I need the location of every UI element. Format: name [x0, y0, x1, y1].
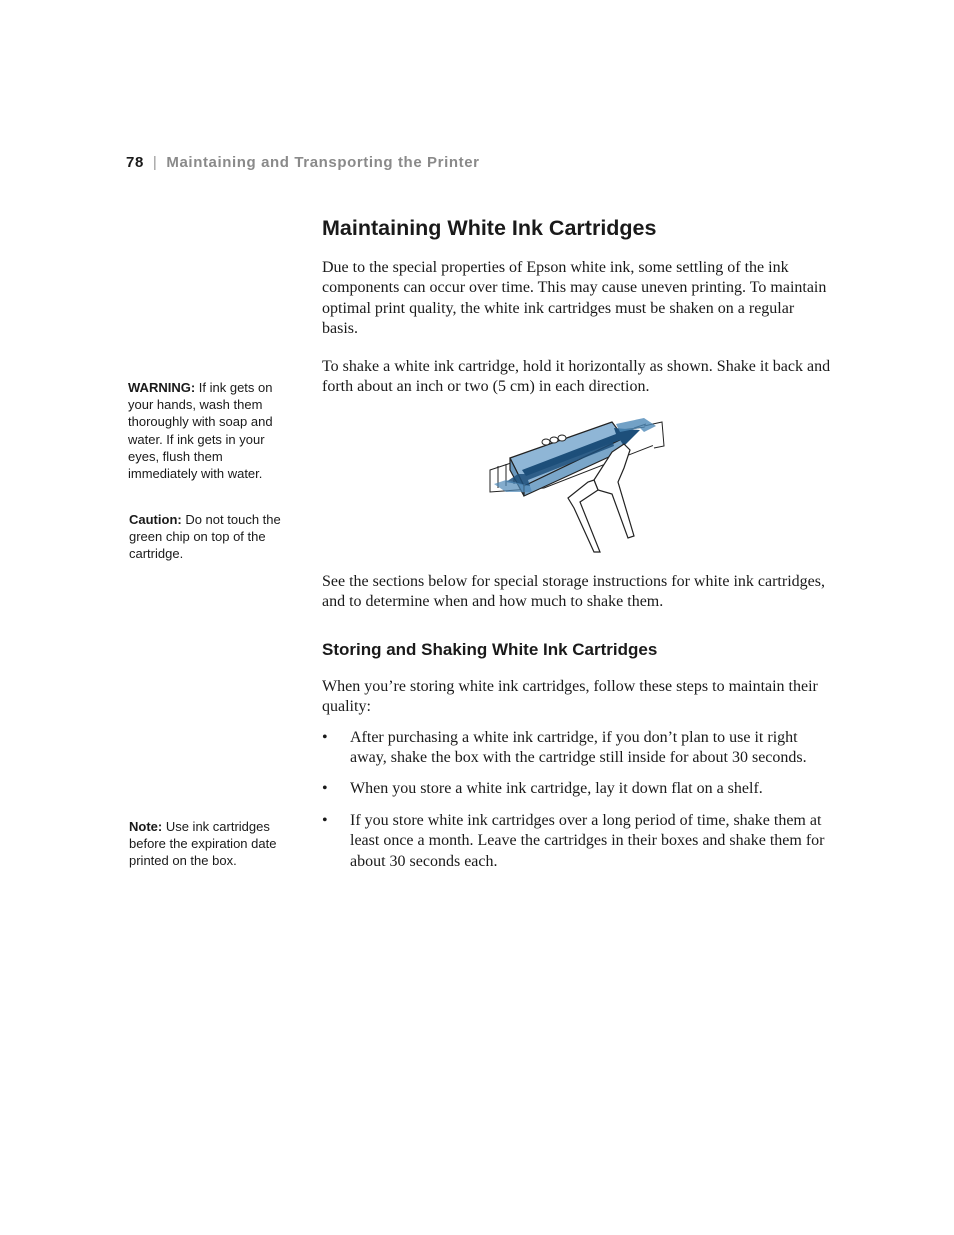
shake-instruction-block — [322, 357, 832, 398]
note-text: Use ink cartridges before the expiration date printed on the box. — [129, 819, 277, 869]
caution-label: Caution: — [129, 512, 182, 527]
header-separator: | — [152, 154, 158, 171]
section-title: Maintaining White Ink Cartridges — [322, 216, 657, 240]
subsection-title: Storing and Shaking White Ink Cartridges — [322, 640, 658, 659]
warning-label: WARNING: — [128, 380, 196, 395]
intro-paragraph: Due to the special properties of Epson white ink, some settling of the ink components can occur over time. This may cause uneven printing. To maintain optimal print quality, the white ink cartridges must be shaken on a regular basis. — [322, 259, 827, 338]
list-item-text: When you store a white ink cartridge, lay it down flat on a shelf. — [350, 780, 763, 797]
storage-pointer-paragraph: See the sections below for special storage instructions for white ink cartridges, and to determine when and how much to shake them. — [322, 573, 825, 611]
caution-text: Do not touch the green chip on top of the cartridge. — [129, 512, 281, 562]
shake-instruction-paragraph: To shake a white ink cartridge, hold it horizontally as shown. Shake it back and forth about an inch or two (5 cm) in each direction. — [322, 358, 831, 396]
warning-text: If ink gets on your hands, wash them thoroughly with soap and water. If ink gets in your eyes, flush them immediately with water. — [128, 380, 273, 482]
intro-paragraph-block — [322, 258, 832, 340]
subsection-intro-paragraph: When you’re storing white ink cartridges, follow these steps to maintain their quality: — [322, 678, 818, 716]
running-header — [126, 154, 480, 171]
cartridge-figure-svg — [484, 412, 670, 554]
caution-note — [129, 511, 294, 563]
expiration-note — [129, 818, 294, 870]
hand-shaking-cartridge-illustration — [484, 412, 670, 554]
chapter-title: Maintaining and Transporting the Printer — [166, 154, 480, 171]
warning-note — [128, 379, 293, 482]
bullet-icon: • — [322, 812, 328, 829]
list-item-text: If you store white ink cartridges over a long period of time, shake them at least once a month. Leave the cartridges in their boxes and shake them for about 30 seconds each. — [350, 812, 825, 870]
note-label: Note: — [129, 819, 163, 834]
list-item-text: After purchasing a white ink cartridge, if you don’t plan to use it right away, shake the box with the cartridge still inside for about 30 seconds. — [350, 729, 807, 767]
bullet-icon: • — [322, 780, 328, 797]
subsection-intro-block — [322, 677, 832, 718]
storage-pointer-block — [322, 572, 832, 613]
bullet-icon: • — [322, 729, 328, 746]
page-number: 78 — [126, 154, 144, 171]
